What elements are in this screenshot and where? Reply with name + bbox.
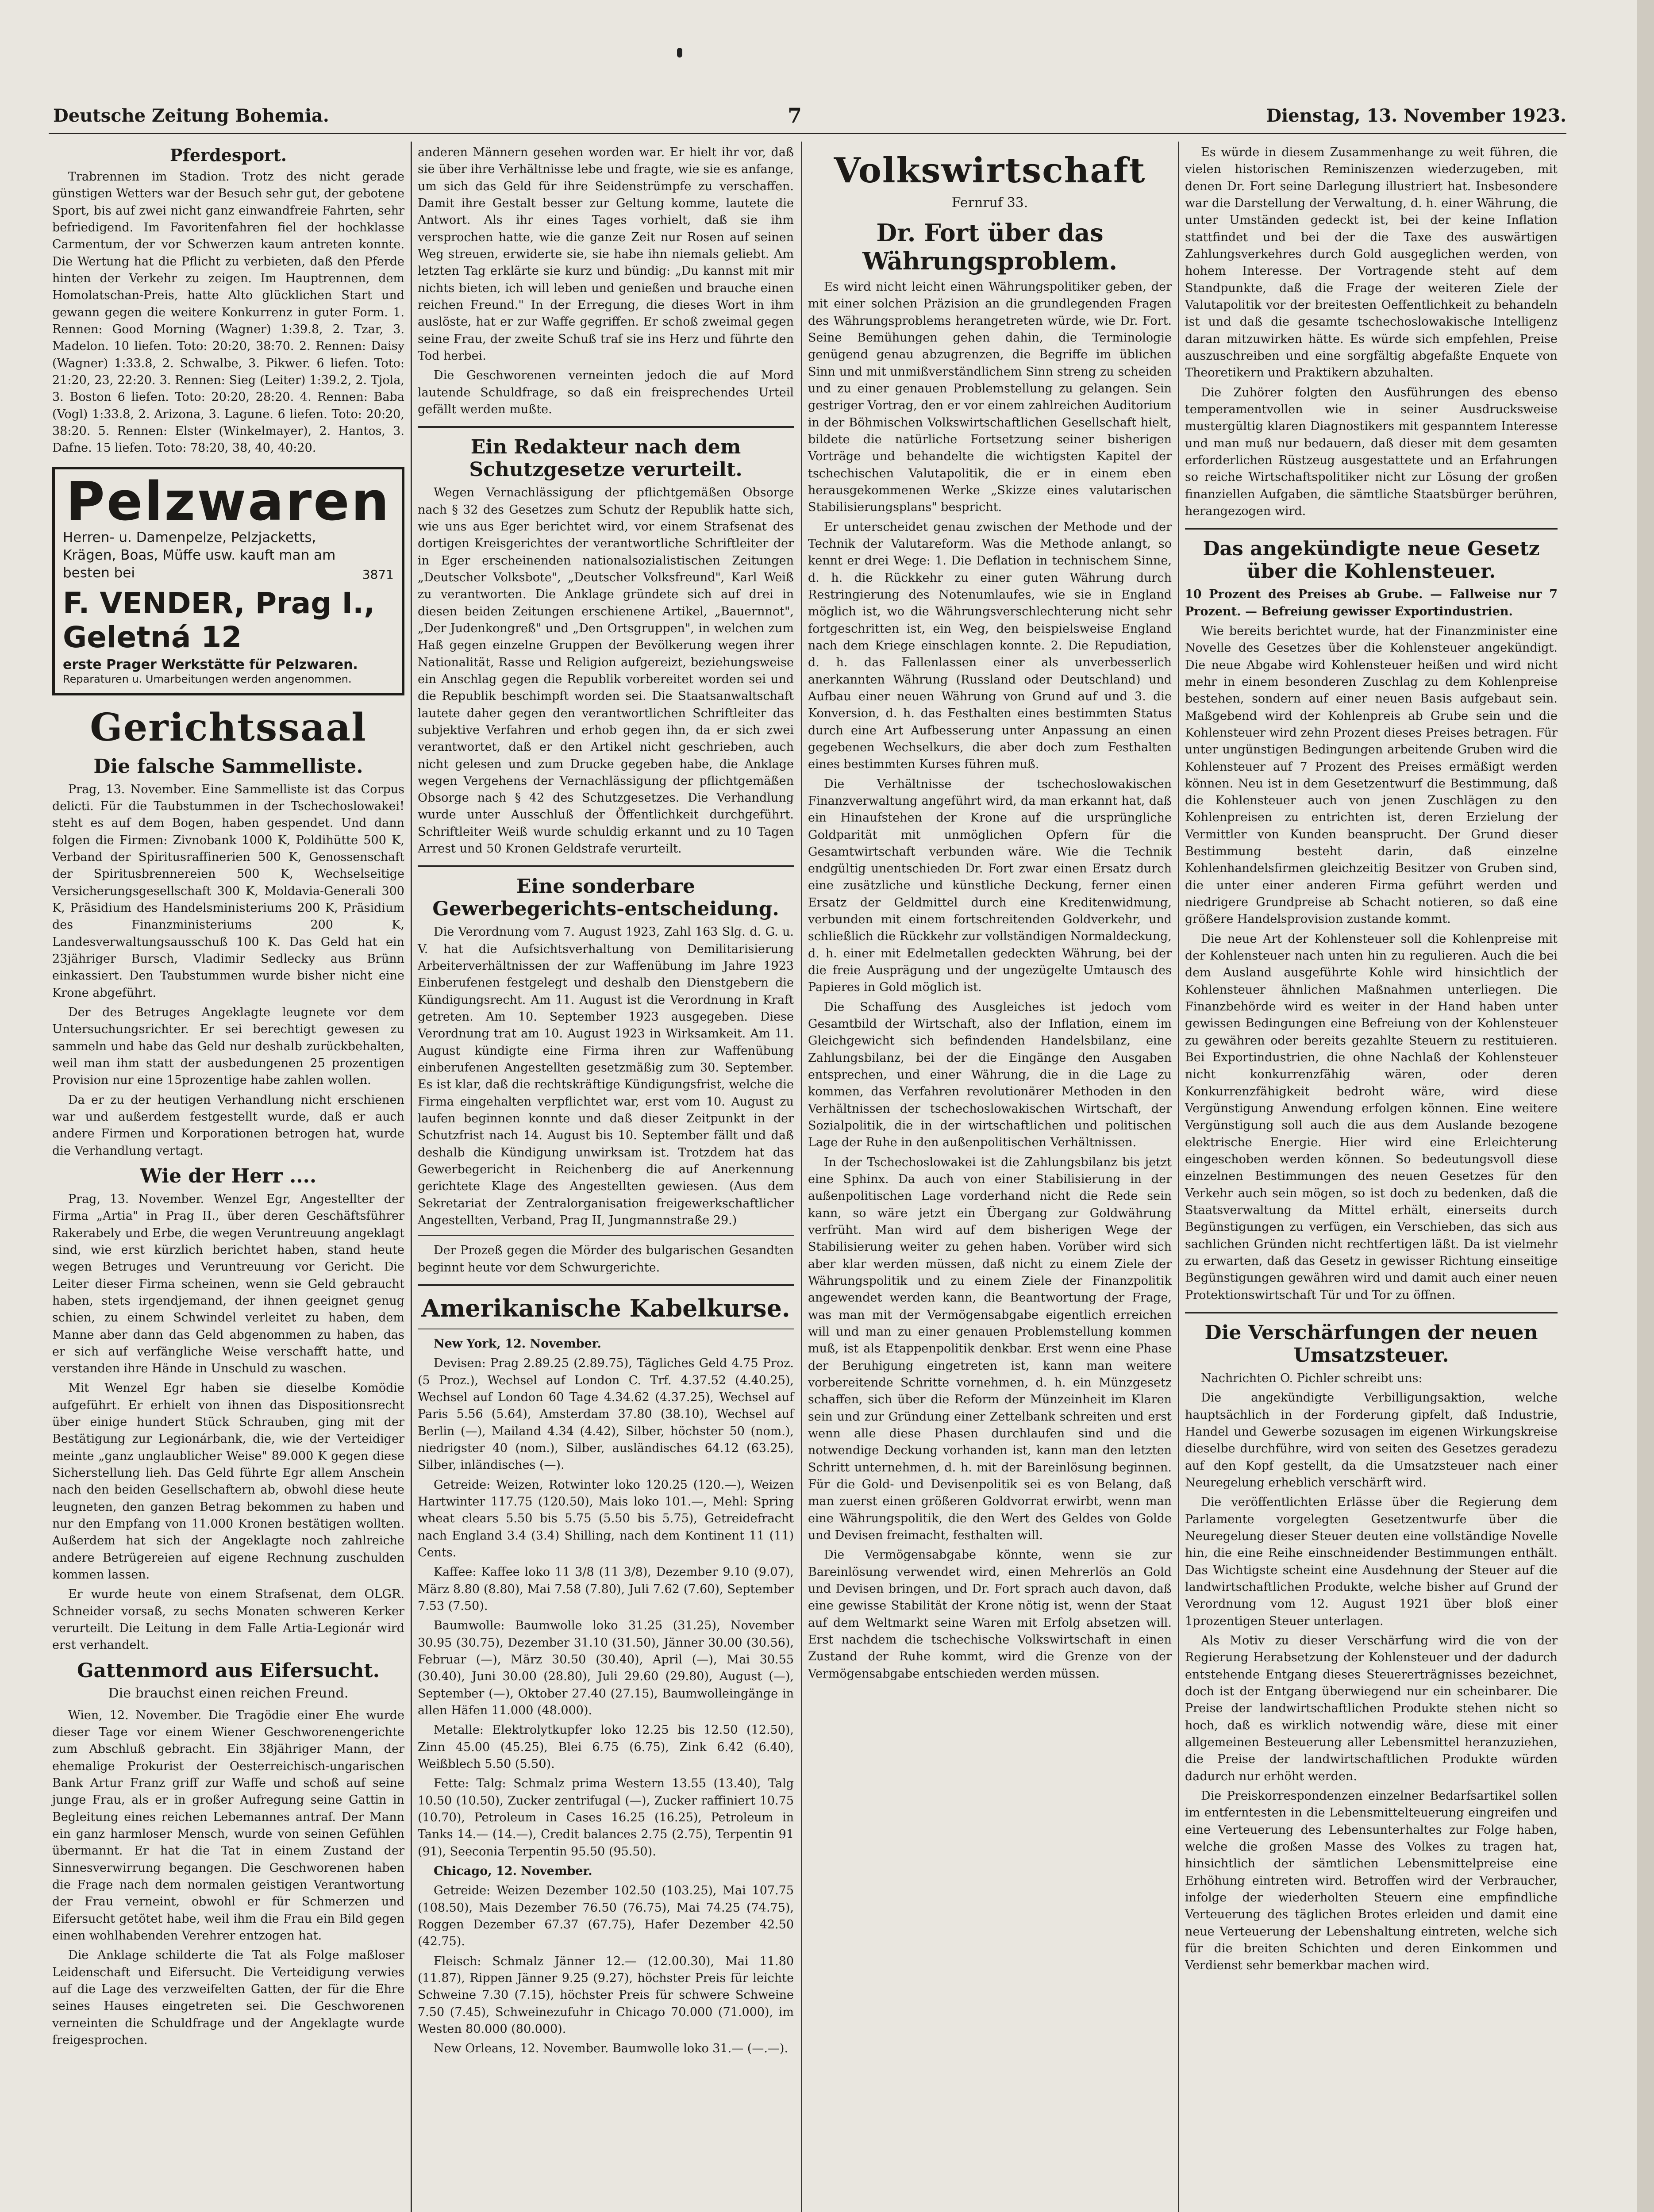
sales-tax-p3: Als Motiv zu dieser Verschärfung wird die von der Regierung Herabsetzung der Kohlensteuer und der dadurch entstehende Entgang dieses Steuererträgnisses bezeichnet, doch ist der Entgang überwiegend nur ein scheinbarer. Die Preise der landwirtschaftlichen Produkte stehen nicht so hoch, daß es wirklich notwendig wäre, diese mit einer allgemeinen Besteuerung aller Lebensmittel heranzuziehen, die Preise der landwirtschaftlichen Produkte würden dadurch nur erhöht werden. xyxy=(1185,1633,1558,1783)
fur-advertisement xyxy=(52,467,404,695)
lead-article-p5: In der Tschechoslowakei ist die Zahlungsbilanz bis jetzt eine Sphinx. Da auch von einer Stabilisierung in der außenpolitischen Lage vorderhand nicht die Rede sein kann, so wäre jetzt ein Übergang zur Goldwährung verfrüht. Man wird auf dem bisherigen Wege der Stabilisierung weiter zu gehen haben. Vorüber wird sich aber klar werden müssen, daß nicht zu einem Ziele der Währungspolitik und zu einem Ziele der Finanzpolitik angewendet werden kann, die Beantwortung der Frage, was man mit der Vermögensabgabe eigentlich erreichen will und man zu einer genauen Problemstellung kommen muß, ist als Etappenpolitik denkbar. Erst wenn eine Phase der Beruhigung eingetreten ist, kann man weitere vorbereitende Schritte vornehmen, d. h. ein Münzgesetz schaffen, sich über die Reform der Münzeinheit im Klaren sein und zur Gründung einer Zettelbank schreiten und erst wenn alle diese Phasen durchlaufen sind und die notwendige Deckung vorhanden ist, kann man den letzten Schritt unternehmen, d. h. mit der Bareinlösung beginnen. Für die Gold- und Devisenpolitik sei es von Belang, daß man zuerst einen größeren Goldvorrat erwirbt, wenn man eine Währungspolitik, die den Wert des Geldes von Golde und Devisen freimacht, festhalten will. xyxy=(808,1155,1172,1542)
sales-tax-p2: Die veröffentlichten Erlässe über die Regierung dem Parlamente vorgelegten Gesetzentwurfe über die Neuregelung dieser Steuer deuten eine vollständige Novelle hin, die eine Reihe einschneidender Bestimmungen enthält. Das Wichtigste scheint eine Ausdehnung der Steuer auf die landwirtschaftlichen Produkte, welche bisher auf Grund der Verordnung vom 12. August 1921 über bloß einer 1prozentigen Steuer unterlagen. xyxy=(1185,1495,1558,1628)
editor-headline: Ein Redakteur nach dem Schutzgesetze verurteilt. xyxy=(469,436,742,481)
divider xyxy=(418,426,794,428)
sport-article: Trabrennen im Stadion. Trotz des nicht gerade günstigen Wetters war der Besuch sehr gut, der gebotene Sport, bis auf zwei nicht ganz einwandfreie Fahrten, sehr befriedigend. Im Favoritenfahren fiel der hochklasse Carmentum, der vor Schwerzen kaum antreten konnte. Die Wertung hat die Pflicht zu verbieten, daß den Pferde hinten der Verkehr zu zeigen. Im Hauptrennen, dem Homolatschan-Preis, hatte Alto glücklichen Start und gewann gegen die weitere Konkurrenz in guter Form. 1. Rennen: Good Morning (Wagner) 1:39.8, 2. Tzar, 3. Madelon. 10 liefen. Toto: 20:20, 38:70. 2. Rennen: Daisy (Wagner) 1:33.8, 2. Schwalbe, 3. Pikwer. 6 liefen. Toto: 21:20, 23, 22:20. 3. Rennen: Sieg (Leiter) 1:39.2, 2. Tjola, 3. Boston 6 liefen. Toto: 20:20, 28:20. 4. Rennen: Baba (Vogl) 1:33.8, 2. Arizona, 3. Lagune. 6 liefen. Toto: 20:20, 38:20. 5. Rennen: Elster (Winkelmayer), 2. Hantos, 3. Dafne. 15 liefen. Toto: 78:20, 38, 40, 40:20. xyxy=(52,170,404,455)
ad-title: Pelzwaren xyxy=(65,471,391,533)
sales-tax-author: Nachrichten O. Pichler schreibt uns: xyxy=(1201,1371,1423,1385)
sales-tax-headline: Die Verschärfungen der neuen Umsatzsteuer. xyxy=(1204,1321,1538,1367)
divider xyxy=(418,1235,794,1236)
continued-article-p1: anderen Männern gesehen worden war. Er hielt ihr vor, daß sie über ihre Verhältnisse lebe und fragte, wie sie es anfange, um sich das Geld für ihre Seidenstrümpfe zu verschaffen. Damit ihre Gestalt besser zur Geltung komme, lautete die Antwort. Als ihr eines Tages vorhielt, daß sie ihm versprochen hatte, wie die ganze Zeit nur Rosen auf seinen Weg streuen, erwiderte sie, sie habe ihn niemals geliebt. Am letzten Tag erklärte sie kurz und bündig: „Du kannst mit mir nichts bieten, ich will leben und genießen und brauche einen reichen Freund." In der Erregung, die dieses Wort in ihm auslöste, hat er zur Waffe gegriffen. Er schoß zweimal gegen seine Frau, der zweite Schuß traf sie ins Herz und führte den Tod herbei. xyxy=(418,146,794,363)
cable-devisen: Devisen: Prag 2.89.25 (2.89.75), Tägliches Geld 4.75 Proz. (5 Proz.), Wechsel auf London C. Trf. 4.37.52 (4.40.25), Wechsel auf London 60 Tage 4.34.62 (4.37.25), Wechsel auf Paris 5.56 (5.64), Amsterdam 37.80 (38.10), Wechsel auf Berlin (—), Mailand 4.34 (4.42), Silber, höchster 50 (nom.), niedrigster 40 (nom.), Silber, ausländisches 64.12 (63.25), Silber, inländisches (—). xyxy=(418,1356,794,1472)
court-article-3-p2: Die Anklage schilderte die Tat als Folge maßloser Leidenschaft und Eifersucht. Die Verteidigung verwies auf die Lage des verzweifelten Gatten, der für die Ehre seines Hauses eingetreten sei. Die Geschworenen verneinten die Schuldfrage und der Angeklagte wurde freigesprochen. xyxy=(52,1948,404,2047)
cable-dateline-chicago: Chicago, 12. November. xyxy=(434,1864,592,1878)
court-section-title: Gerichtssaal xyxy=(90,705,367,750)
ad-number: 3871 xyxy=(362,567,394,582)
cable-grain: Getreide: Weizen, Rotwinter loko 120.25 (120.—), Weizen Hartwinter 117.75 (120.50), Mais loko 101.—, Mehl: Spring wheat clears 5.50 bis 5.75 (5.50 bis 5.75), Getreidefracht nach England 3.4 (3.4) Shilling, nach dem Kontinent 11 (11) Cents. xyxy=(418,1478,794,1559)
court-article-2-p1: Prag, 13. November. Wenzel Egr, Angestellter der Firma „Artia" in Prag II., über deren Geschäftsführer Rakerabely und Erbe, die wegen Veruntreuung angeklagt sind, wie erst kürzlich berichtet haben, stand heute wegen Betruges und Veruntreuung vor Gericht. Die Leiter dieser Firma scheinen, wenn sie Geld gebraucht haben, stets irgendjemand, der ihnen geeignet genug schien, zu einem Schwindel verleitet zu haben, dem Manne aber dann das Geld abgenommen zu haben, das er sich auf verfängliche Weise verschafft hatte, und verstanden ihre Hände in Unschuld zu waschen. xyxy=(52,1192,404,1376)
column-1 xyxy=(52,142,404,2051)
coal-tax-article-p2: Die neue Art der Kohlensteuer soll die Kohlenpreise mit der Kohlensteuer nach unten hin zu regulieren. Auch die bei dem Ausland ausgeführte Kohle wird hinsichtlich der Kohlensteuer ähnlichen Maßnahmen unterliegen. Die Finanzbehörde wird es weiter in der Hand haben unter gewissen Bedingungen eine Befreiung von der Kohlensteuer zu gewähren oder bereits gezahlte Steuern zu restituieren. Bei Exportindustrien, die ohne Nachlaß der Kohlensteuer nicht konkurrenzfähig wären, oder deren Konkurrenzfähigkeit bedroht wäre, wird diese Vergünstigung Anwendung erfolgen können. Eine weitere Vergünstigung soll auch die aus dem Auslande bezogene elektrische Energie. Hier wird eine Erleichterung eingeschoben werden können. So bedeutungsvoll diese einzelnen Bestimmungen des neuen Gesetzes für den Verkehr auch sein mögen, so ist doch zu bedenken, daß die Staatsverwaltung da Mittel erhält, einerseits durch Begünstigungen zu verfügen, ein Verschieben, das sich aus sachlichen Gründen nicht rechtfertigen läßt. Da ist vielmehr zu erwarten, daß das Gesetz in gewisser Richtung einseitige Begünstigungen gewähren wird und damit auch einer neuen Protektionswirtschaft Tür und Tor zu öffnen. xyxy=(1185,932,1558,1302)
cable-fats: Fette: Talg: Schmalz prima Western 13.55 (13.40), Talg 10.50 (10.50), Zucker zentrifugal (—), Zucker raffiniert 10.75 (10.70), Petroleum in Cases 16.25 (16.25), Petroleum in Tanks 14.— (14.—), Credit balances 2.75 (2.75), Terpentin 91 (91), Seeconia Terpentin 95.50 (95.50). xyxy=(418,1777,794,1859)
column-4 xyxy=(1185,142,1558,1977)
lead-article-p2: Er unterscheidet genau zwischen der Methode und der Technik der Valutareform. Was die Methode anlangt, so kennt er drei Wege: 1. Die Deflation in technischem Sinne, d. h. die Rückkehr zu einer guten Währung durch Restringierung des Notenumlaufes, wie sie in England möglich ist, wo die Währungsverschlechterung nicht sehr fortgeschritten ist, ein Weg, den beispielsweise England nach dem Kriege einschlagen konnte. 2. Die Repudiation, d. h. das Fallenlassen einer als unverbesserlich anerkannten Währung (Russland oder Deutschland) und Aufbau einer neuen Währung von Grund auf und 3. die Konversion, d. h. das Festhalten eines bestimmten Status durch eine Art Aufbesserung unter Anpassung an einen gegebenen Wechselkurs, die aber doch zum Festhalten eines bestimmten Kurses führen muß. xyxy=(808,520,1172,772)
divider xyxy=(418,1284,794,1286)
coal-tax-headline: Das angekündigte neue Gesetz über die Kohlensteuer. xyxy=(1203,538,1540,583)
court-article-1-p1: Prag, 13. November. Eine Sammelliste ist das Corpus delicti. Für die Taubstummen in der Tschechoslowakei! steht es auf dem Bogen, haben gespendet. Und dann folgen die Firmen: Zivnobank 1000 K, Poldihütte 500 K, Verband der Spiritusraffinerien 500 K, Genossenschaft der Spiritusbrennereien 500 K, Wechselseitige Versicherungsgesellschaft 300 K, Moldavia-Generali 300 K, Präsidium des Handelsministeriums 200 K, Präsidium des Finanzministeriums 200 K, Landesverwaltungsausschuß 100 K. Das Geld hat ein 23jähriger Bursch, Vladimir Sedlecky aus Brünn einkassiert. Den Taubstummen wurde bisher nicht eine Krone abgeführt. xyxy=(52,782,404,1000)
column-rule xyxy=(411,142,412,2212)
cable-cotton: Baumwolle: Baumwolle loko 31.25 (31.25), November 30.95 (30.75), Dezember 31.10 (31.50), Jänner 30.00 (30.56), Februar (—), März 30.50 (30.40), April (—), Mai 30.55 (30.40), Juni 30.00 (28.80), Juli 29.60 (29.80), August (—), September (—), Oktober 27.40 (27.15), Baumwolleingänge in allen Häfen 11.000 (48.000). xyxy=(418,1619,794,1717)
court-article-3-p1: Wien, 12. November. Die Tragödie einer Ehe wurde dieser Tage vor einem Wiener Geschworenengerichte zum Abschluß gebracht. Ein 38jähriger Mann, der ehemalige Prokurist der Oesterreichisch-ungarischen Bank Artur Franz griff zur Waffe und schoß auf seine junge Frau, als er in großer Aufregung seine Gattin in Begleitung eines reichen Lebemannes antraf. Der Mann ein ganz harmloser Mensch, wurde von seinen Gefühlen übermannt. Er hat die Tat in einem Zustand der Sinnesverwirrung begangen. Die Geschworenen haben die Frage nach dem normalen geistigen Verantwortung der Frau verneint, obwohl er für Schmerzen und Eifersucht getötet habe, weil ihm die Frau ein Bild gegen einen wohlhabenden Verehrer entzogen hat. xyxy=(52,1708,404,1943)
column-2 xyxy=(418,142,794,2060)
lead-article-p3: Die Verhältnisse der tschechoslowakischen Finanzverwaltung angeführt wird, da man erkannt hat, daß ein Hinaufstehen der Krone auf die ursprüngliche Goldparität mit unmöglichen Opfern für die Gesamtwirtschaft verbunden wäre. Wie die Technik endgültig unentschieden Dr. Fort zwar einen Ersatz durch eine zusätzliche und künstliche Deckung, ferner einen Ersatz der Geldmittel durch eine Kreditenwidmung, verbunden mit einem fortschreitenden Goldverkehr, und schließlich die Rückkehr zur vollständigen Normaldeckung, d. h. einer mit Edelmetallen gedeckten Währung, bei der die freie Ausprägung und der ungezügelte Umtausch des Papieres in Gold möglich ist. xyxy=(808,777,1172,995)
court-article-2-p2: Mit Wenzel Egr haben sie dieselbe Komödie aufgeführt. Er erhielt von ihnen das Dispositionsrecht über einige hundert Stück Schrauben, ging mit der Bestätigung zur Legionárbank, die, wie der Verteidiger meinte „ganz unglaublicher Weise" 89.000 K gegen diese Sicherstellung lieh. Das Geld führte Egr allem Anschein nach den beiden Gesellschaftern ab, obwohl diese heute leugneten, den ganzen Betrag bekommen zu haben und nur den Empfang von 11.000 Kronen bestätigen wollten. Außerdem hat sich der Angeklagte noch zahlreiche andere Betrügereien auf eigene Rechnung zuschulden kommen lassen. xyxy=(52,1381,404,1582)
column-rule xyxy=(801,142,802,2212)
ad-description: Herren- u. Damenpelze, Pelzjacketts, Krägen, Boas, Müffe usw. kauft man am besten bei xyxy=(63,529,336,581)
divider xyxy=(1185,1312,1558,1313)
coal-tax-subhead: 10 Prozent des Preises ab Grube. — Fallweise nur 7 Prozent. — Befreiung gewisser Exportindustrien. xyxy=(1185,588,1558,618)
coal-tax-article-p1: Wie bereits berichtet wurde, hat der Finanzminister eine Novelle des Gesetzes über die Kohlensteuer angekündigt. Die neue Abgabe wird Kohlensteuer heißen und wird nicht mehr in einem besonderen Zuschlag zu dem Kohlenpreise bestehen, sondern auf einer neuen Basis aufgebaut sein. Maßgebend wird der Kohlenpreis ab Grube sein und die Kohlensteuer wird zehn Prozent dieses Preises betragen. Für unter ungünstigen Bedingungen arbeitende Gruben wird die Kohlensteuer auf 7 Prozent des Preises ermäßigt werden können. Neu ist in dem Gesetzentwurf die Bestimmung, daß die Kohlensteuer auch von jenen Zuschlägen zu den Kohlenpreisen zu entrichten ist, deren Erzielung der Vermittler von Kunden beansprucht. Der Grund dieser Bestimmung besteht darin, daß einzelne Kohlenhandelsfirmen gleichzeitig Besitzer von Gruben sind, die unter einer anderen Firma geführt werden und niedrigere Grundpreise ab Schacht notieren, so daß eine größere Handelsprovision zustande kommt. xyxy=(1185,624,1558,926)
cable-chicago-grain: Getreide: Weizen Dezember 102.50 (103.25), Mai 107.75 (108.50), Mais Dezember 76.50 (76.75), Mai 74.25 (74.75), Roggen Dezember 67.37 (67.75), Hafer Dezember 42.50 (42.75). xyxy=(418,1884,794,1949)
sales-tax-p1: Die angekündigte Verbilligungsaktion, welche hauptsächlich in der Forderung gipfelt, daß Industrie, Handel und Gewerbe sozusagen im eigenen Wirkungskreise dieselbe durchführe, wird von seiten des Gesetzes geradezu auf den Kopf gestellt, da die Umsatzsteuer nach einer Neuregelung erheblich verschärft wird. xyxy=(1185,1391,1558,1490)
ad-company-name: F. VENDER, Prag I., Geletná 12 xyxy=(63,586,375,655)
cable-metals: Metalle: Elektrolytkupfer loko 12.25 bis 12.50 (12.50), Zinn 45.00 (45.25), Blei 6.75 (6.75), Zink 6.42 (6.40), Weißblech 5.50 (5.50). xyxy=(418,1723,794,1771)
cable-new-orleans: New Orleans, 12. November. Baumwolle loko 31.— (—.—). xyxy=(434,2042,789,2056)
court-headline-2: Wie der Herr .... xyxy=(140,1164,317,1187)
divider xyxy=(418,865,794,867)
column-3 xyxy=(808,142,1172,1685)
lead-article-cont-p2: Die Zuhörer folgten den Ausführungen des ebenso temperamentvollen wie in seiner Ausdrucksweise mustergültig klaren Diagnostikers mit gespanntem Interesse und man muß nur bedauern, daß dieser mit dem gesamten erforderlichen Rüstzeug ausgestattete und an Erfahrungen so reiche Wirtschaftspolitiker nicht zur Lösung der großen finanziellen Aufgaben, die sämtliche Staatsbürger berühren, herangezogen wird. xyxy=(1185,385,1558,518)
sport-heading: Pferdesport. xyxy=(170,145,287,165)
court-headline-1: Die falsche Sammelliste. xyxy=(93,755,363,778)
lead-article-cont-p1: Es würde in diesem Zusammenhange zu weit führen, die vielen historischen Reminiszenzen wiederzugeben, mit denen Dr. Fort seine Darlegung illustriert hat. Insbesondere war die Darstellung der Verwaltung, d. h. einer Währung, die unter Umständen gedeckt ist, bei der keine Inflation stattfindet und bei der die Taxe des auswärtigen Zahlungsverkehres durch Gold ausgeglichen werden, von hohem Interesse. Der Vortragende steht auf dem Standpunkte, daß die Frage der weiteren Ziele der Valutapolitik vor der breitesten Oeffentlichkeit zu behandeln ist und daß die gesamte tschechoslowakische Intelligenz daran mitzuwirken hätte. Es würde sich empfehlen, Preise auszuschreiben und eine sorgfältig abgefaßte Enquete von Theoretikern und Praktikern abzuhalten. xyxy=(1185,146,1558,380)
cable-dateline-ny: New York, 12. November. xyxy=(434,1337,601,1351)
trade-note: Der Prozeß gegen die Mörder des bulgarischen Gesandten beginnt heute vor dem Schwurgerichte. xyxy=(418,1244,794,1275)
cable-coffee: Kaffee: Kaffee loko 11 3/8 (11 3/8), Dezember 9.10 (9.07), März 8.80 (8.80), Mai 7.58 (7.80), Juli 7.62 (7.60), September 7.53 (7.50). xyxy=(418,1565,794,1613)
ad-note: Reparaturen u. Umarbeitungen werden angenommen. xyxy=(63,673,352,686)
editor-article: Wegen Vernachlässigung der pflichtgemäßen Obsorge nach § 32 des Gesetzes zum Schutz der Republik hatte sich, wie uns aus Eger berichtet wird, vor einem Strafsenat des dortigen Kreisgerichtes der verantwortliche Schriftleiter der in Eger erscheinenden nationalsozialistischen Zeitungen „Deutscher Volksbote", „Deutscher Volksfreund", Karl Weiß zu verantworten. Die Anklage gründete sich auf drei in diesen beiden Zeitungen erschienene Artikel, „Bauernnot", „Der Judenkongreß" und „Den Ortsgruppen", in welchen zum Haß gegen einzelne Gruppen der Bevölkerung wegen ihrer Nationalität, Rasse und Religion aufgereizt, beziehungsweise ein Anschlag gegen die Republik vorbereitet worden sei und die Republik beschimpft worden sei. Die Staatsanwaltschaft lautete daher gegen den verantwortlichen Schriftleiter das subjektive Verfahren und erhob gegen ihn, da er sich zwei verantwortet, daß er den Artikel nicht geschrieben, auch nicht gelesen und zum Drucke gegeben habe, die Anklage wegen Vergehens der Vernachlässigung der pflichtgemäßen Obsorge nach § 42 des Schutzgesetzes. Die Verhandlung wurde unter Ausschluß der Öffentlichkeit durchgeführt. Schriftleiter Weiß wurde schuldig erkannt und zu 10 Tagen Arrest und 50 Kronen Geldstrafe verurteilt. xyxy=(418,486,794,856)
court-article-1-p2: Der des Betruges Angeklagte leugnete vor dem Untersuchungsrichter. Er sei berechtigt gewesen zu sammeln und habe das Geld nur deshalb zurückbehalten, weil man ihm statt der ausbedungenen 25 prozentigen Provision nur eine 15prozentige habe zahlen wollen. xyxy=(52,1005,404,1087)
trade-court-article: Die Verordnung vom 7. August 1923, Zahl 163 Slg. d. G. u. V. hat die Aufsichtsverhaltung von Demilitarisierung Arbeiterverhältnissen der zur Waffenübung im Jahre 1923 Einberufenen festgelegt und deshalb den Dienstgebern die Kündigungsrecht. Am 11. August ist die Verordnung in Kraft getreten. Am 10. September 1923 ausgegeben. Diese Verordnung trat am 10. August 1923 in Wirksamkeit. Am 11. August kündigte eine Firma ihren zur Waffenübung einberufenen Angestellten gesetzmäßig zum 30. September. Es ist klar, daß die rechtskräftige Kündigungsfrist, welche die Firma eingehalten verpflichtet war, erst vom 10. August zu laufen beginnen konnte und daß dieser Zeitpunkt in der Schutzfrist nach 14. August bis 10. September fällt und daß deshalb die Kündigung unwirksam ist. Trotzdem hat das Gewerbegericht in Reichenberg die auf Anerkennung gerichtete Klage des Angestellten gewiesen. (Aus dem Sekretariat der Zentralorganisation freigewerkschaftlicher Angestellten, Verband, Prag II, Jungmannstraße 29.) xyxy=(418,925,794,1228)
lead-article-p1: Es wird nicht leicht einen Währungspolitiker geben, der mit einer solchen Präzision an die grundlegenden Fragen des Währungsproblems herangetreten würde, wie Dr. Fort. Seine Bemühungen gehen dahin, die Terminologie genügend genau abzugrenzen, die Begriffe im üblichen Sinn und mit unmißverständlichem Sinn streng zu scheiden und zu einer genauen Problemstellung zu gelangen. Sein gestriger Vortrag, den er vor einem zahlreichen Auditorium in der Böhmischen Volkswirtschaftlichen Gesellschaft hielt, bildete die natürliche Fortsetzung seiner bisherigen Vorträge und behandelte die wichtigsten Kapitel der tschechischen Valutapolitik, die er in einem eben herausgekommenen Werke „Skizze eines valutarischen Stabilisierungsplans" bespricht. xyxy=(808,280,1172,515)
economy-phone: Fernruf 33. xyxy=(951,195,1028,211)
header-paper-name: Deutsche Zeitung Bohemia. xyxy=(53,105,329,126)
header-date: Dienstag, 13. November 1923. xyxy=(1266,105,1566,126)
sales-tax-p4: Die Preiskorrespondenzen einzelner Bedarfsartikel sollen im entferntesten in die Lebensmittelteuerung eingreifen und eine Verteuerung des Lebensunterhaltes zur Folge haben, welche die großen Masse des Volkes zu tragen hat, hinsichtlich der sämtlichen Lebensmittelpreise eine Erhöhung eintreten wird. Betroffen wird der Verbraucher, infolge der wiederholten Steuern eine empfindliche Verteuerung des täglichen Brotes erleiden und damit eine neue Verteuerung der Lebenshaltung eintreten, welche sich für die breiten Schichten und deren Einkommen und Verdienst sehr bemerkbar machen wird. xyxy=(1185,1789,1558,1973)
continued-article-p2: Die Geschworenen verneinten jedoch die auf Mord lautende Schuldfrage, so daß ein freisprechendes Urteil gefällt werden mußte. xyxy=(418,369,794,416)
lead-article-p4: Die Schaffung des Ausgleiches ist jedoch vom Gesamtbild der Wirtschaft, also der Inflation, einem im Gleichgewicht sich befindenden Handelsbilanz, eine Zahlungsbilanz, bei der die Eingänge den Ausgaben entsprechen, und einer Währung, die in die Lage zu kommen, das Verfahren revolutionärer Methoden in den Verhältnissen der tschechoslowakischen Wirtschaft, der Sozialpolitik, die in der wirtschaftlichen und politischen Lage der Ruhe in den außenpolitischen Verhältnissen. xyxy=(808,1000,1172,1150)
header-page-number: 7 xyxy=(788,104,802,127)
ad-tagline: erste Prager Werkstätte für Pelzwaren. xyxy=(63,657,358,673)
court-article-2-p3: Er wurde heute von einem Strafsenat, dem OLGR. Schneider vorsaß, zu sechs Monaten schweren Kerker verurteilt. Die Leitung in dem Falle Artia-Legionár wird erst verhandelt. xyxy=(52,1587,404,1652)
header-rule xyxy=(49,133,1566,134)
page-header xyxy=(53,105,1566,132)
lead-article-p6: Die Vermögensabgabe könnte, wenn sie zur Bareinlösung verwendet wird, einen Mehrerlös an Gold und Devisen bringen, und Dr. Fort sprach auch davon, daß eine gewisse Stabilität der Krone nötig ist, wenn der Staat auf dem Weltmarkt seine Waren mit Erfolg absetzen will. Erst nachdem die tschechische Volkswirtschaft in einen Zustand der Ruhe kommt, wird die Grenze von der Vermögensabgabe entschieden werden müssen. xyxy=(808,1548,1172,1681)
cable-rates-headline: Amerikanische Kabelkurse. xyxy=(421,1294,790,1323)
punch-hole xyxy=(677,48,682,58)
economy-section-title: Volkswirtschaft xyxy=(834,150,1146,191)
divider xyxy=(1185,528,1558,530)
court-headline-3-sub: Die brauchst einen reichen Freund. xyxy=(108,1685,349,1701)
trade-court-headline: Eine sonderbare Gewerbegerichts-entscheidung. xyxy=(432,875,779,921)
court-headline-3: Gattenmord aus Eifersucht. xyxy=(77,1659,380,1682)
cable-chicago-meat: Fleisch: Schmalz Jänner 12.— (12.00.30), Mai 11.80 (11.87), Rippen Jänner 9.25 (9.27), höchster Preis für leichte Schweine 7.30 (7.15), höchster Preis für schwere Schweine 7.50 (7.45), Schweinezufuhr in Chicago 70.000 (71.000), im Westen 80.000 (80.000). xyxy=(418,1954,794,2036)
lead-headline: Dr. Fort über das Währungsproblem. xyxy=(862,219,1118,275)
court-article-1-p3: Da er zu der heutigen Verhandlung nicht erschienen war und außerdem festgestellt wurde, daß er auch andere Firmen und Korporationen betrogen hat, wurde die Verhandlung vertagt. xyxy=(52,1093,404,1158)
column-rule xyxy=(1178,142,1179,2212)
page-edge xyxy=(1637,0,1654,2212)
